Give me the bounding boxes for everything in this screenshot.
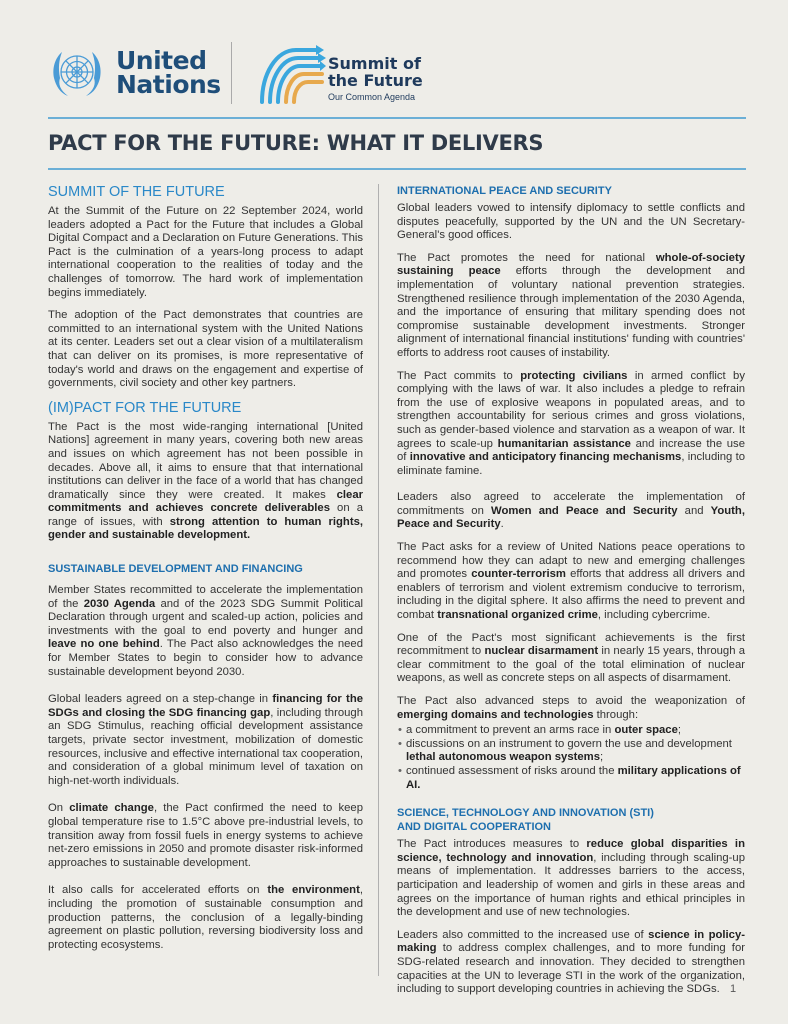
paragraph: The Pact introduces measures to reduce global disparities in science, technology and innovation, including through scaling-up means of implementation. It addresses barriers to the access, participation and leadership of women and girls in these areas and agrees on the importance of human rights and ethical principles in the development and use of new technologies. — [397, 838, 745, 919]
paragraph: The Pact promotes the need for national whole-of-society sustaining peace efforts through the development and implementation of voluntary national prevention strategies. Strengthened resilience through implementation of the 2030 Agenda, and the importance of ensuring that military spending does not compromise sustainable development investments. Stronger alignment of international financial institutions' funding with countries' efforts to address root causes of instability. — [397, 251, 746, 359]
paragraph: The Pact is the most wide-ranging international [United Nations] agreement in many years, covering both new areas and issues on which agreement has not been possible in decades. Above all, it aims to ensure that that international institutions can deliver in the face of a world that has changed dramatically since they were created. It makes clear commitments and achieves concrete deliverables on a range of issues, with strong attention to human rights, gender and sustainable development. — [48, 420, 363, 542]
paragraph: The Pact asks for a review of United Nations peace operations to recommend how they can adapt to new and emerging challenges and promotes counter-terrorism efforts that address all drivers and enablers of terrorism and violent extremism conducive to terrorism, including in the digital sphere. It also affirms the need to prevent and combat transnational organized crime, including cybercrime. — [397, 541, 745, 622]
section-heading-summit: SUMMIT OF THE FUTURE — [48, 184, 225, 200]
page-header — [0, 0, 788, 118]
paragraph: The Pact also advanced steps to avoid the weaponization of emerging domains and technologies through: — [397, 695, 745, 721]
right-column — [397, 184, 745, 1006]
column-divider — [378, 184, 379, 976]
paragraph: At the Summit of the Future on 22 September 2024, world leaders adopted a Pact for the Future that includes a Global Digital Compact and a Declaration on Future Generations. This Pact is the culmination of a years-long process to adapt international cooperation to the realities of today and the challenges of tomorrow. The hard work of implementation begins immediately. — [48, 205, 364, 299]
page-title: PACT FOR THE FUTURE: WHAT IT DELIVERS — [48, 131, 544, 155]
weaponization-list — [397, 724, 745, 792]
un-wordmark-line2: Nations — [116, 70, 221, 99]
page-number: 1 — [730, 983, 737, 995]
paragraph: On climate change, the Pact confirmed the need to keep global temperature rise to 1.5°C above pre-industrial levels, to transition away from fossil fuels in energy systems to achieve net-zero emissions in 2050 and promote disaster risk-informed approaches to sustainable development. — [48, 802, 364, 869]
paragraph: Global leaders agreed on a step-change in financing for the SDGs and closing the SDG financing gap, including through an SDG Stimulus, reaching official development assistance targets, private sector investment, mobilization of domestic resources, inclusive and effective international tax cooperation, and consideration of a global minimum level of taxation on high-net-worth individuals. — [48, 693, 364, 787]
summit-logo-icon — [256, 44, 326, 104]
title-rule-bottom — [48, 168, 746, 170]
summit-wordmark — [328, 55, 423, 89]
list-item: • discussions on an instrument to govern the use and development lethal autonomous weapon systems; — [397, 738, 745, 765]
paragraph: The adoption of the Pact demonstrates that countries are committed to an international system with the United Nations at its center. Leaders set out a clear vision of a multilateralism that can deliver on its promises, is more representative of today's world and draws on the engagement and expertise of governments, civil society and other key partners. — [48, 309, 363, 390]
paragraph: The Pact commits to protecting civilians in armed conflict by complying with the laws of war. It also includes a pledge to refrain from the use of explosive weapons in populated areas, and to strengthen accountability for serious crimes and gross violations, such as gender-based violence and starvation as a weapon of war. It agrees to scale-up humanitarian assistance and increase the use of innovative and anticipatory financing mechanisms, including to eliminate famine. — [397, 369, 746, 477]
header-divider — [231, 42, 232, 104]
un-emblem-icon — [48, 48, 106, 100]
un-wordmark — [116, 46, 221, 99]
summit-wordmark-line1: Summit of — [328, 54, 421, 73]
list-item: • continued assessment of risks around the military applications of AI. — [397, 765, 745, 792]
section-heading-ips: INTERNATIONAL PEACE AND SECURITY — [397, 185, 612, 197]
summit-subtitle: Our Common Agenda — [328, 92, 416, 102]
paragraph: Global leaders vowed to intensify diplomacy to settle conflicts and disputes peacefully, supported by the UN and the UN Secretary-General's good offices. — [397, 202, 745, 242]
paragraph: Leaders also agreed to accelerate the implementation of commitments on Women and Peace and Security and Youth, Peace and Security. — [397, 491, 745, 531]
list-item: • a commitment to prevent an arms race in outer space; — [397, 724, 745, 738]
paragraph: Member States recommitted to accelerate the implementation of the 2030 Agenda and of the 2023 SDG Summit Political Declaration through urgent and scaled-up action, policies and investments with the goal to end poverty and hunger and leave no one behind. The Pact also acknowledges the need for Member States to begin to consider how to advance sustainable development beyond 2030. — [48, 584, 363, 678]
title-rule-top — [48, 117, 746, 119]
paragraph: Leaders also committed to the increased use of science in policy-making to address complex challenges, and to more funding for SDG-related research and innovation. They decided to strengthen capacities at the UN to leverage STI in the work of the organization, including to support developing countries in achieving the SDGs. — [397, 928, 745, 996]
left-column — [48, 184, 363, 961]
paragraph: It also calls for accelerated efforts on the environment, including the promotion of sustainable consumption and production patterns, the conclusion of a legally-binding agreement on plastic pollution, reversing biodiversity loss and protecting ecosystems. — [48, 884, 363, 951]
section-heading-sti: SCIENCE, TECHNOLOGY AND INNOVATION (STI) AND DIGITAL COOPERATION — [397, 807, 654, 834]
section-heading-sdf: SUSTAINABLE DEVELOPMENT AND FINANCING — [48, 563, 303, 576]
summit-wordmark-line2: the Future — [328, 71, 423, 90]
un-wordmark-line1: United — [116, 46, 207, 75]
section-heading-impact: (IM)PACT FOR THE FUTURE — [48, 399, 242, 416]
paragraph: One of the Pact's most significant achievements is the first recommitment to nuclear disarmament in nearly 15 years, through a clear commitment to the goal of the total elimination of nuclear weapons, as well as concrete steps on all aspects of disarmament. — [397, 631, 745, 685]
